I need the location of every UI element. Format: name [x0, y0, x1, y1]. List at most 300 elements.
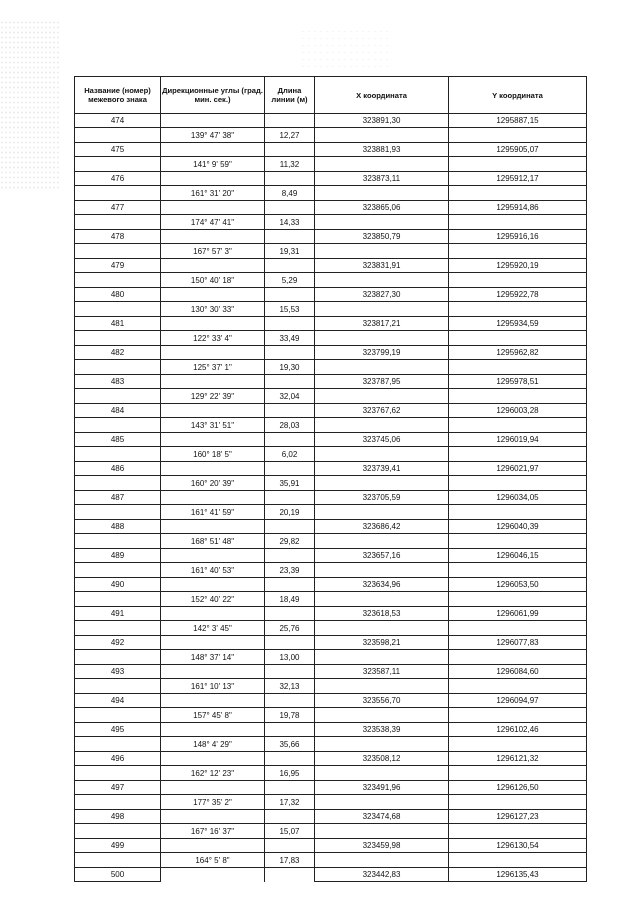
y-coordinate-cell: 1295934,59 — [449, 317, 587, 331]
line-length-cell: 19,30 — [265, 360, 315, 375]
angle-empty-cell — [161, 375, 265, 389]
table-row — [75, 157, 587, 172]
x-empty-cell — [315, 534, 449, 549]
point-name-cell: 475 — [75, 143, 161, 157]
y-coordinate-cell: 1295905,07 — [449, 143, 587, 157]
x-empty-cell — [315, 824, 449, 839]
x-empty-cell — [315, 128, 449, 143]
name-empty-cell — [75, 534, 161, 549]
line-length-cell: 20,19 — [265, 505, 315, 520]
table-row — [75, 723, 587, 737]
length-empty-cell — [265, 549, 315, 563]
line-length-cell: 32,13 — [265, 679, 315, 694]
x-empty-cell — [315, 795, 449, 810]
y-coordinate-cell: 1296034,05 — [449, 491, 587, 505]
y-coordinate-cell: 1296094,97 — [449, 694, 587, 708]
line-length-cell: 29,82 — [265, 534, 315, 549]
length-empty-cell — [265, 694, 315, 708]
point-name-cell: 488 — [75, 520, 161, 534]
length-empty-cell — [265, 810, 315, 824]
table-row — [75, 766, 587, 781]
line-length-cell: 17,83 — [265, 853, 315, 868]
angle-empty-cell — [161, 143, 265, 157]
angle-empty-cell — [161, 868, 265, 882]
name-empty-cell — [75, 708, 161, 723]
y-coordinate-cell: 1296102,46 — [449, 723, 587, 737]
table-row — [75, 853, 587, 868]
direction-angle-cell: 162° 12' 23" — [161, 766, 265, 781]
name-empty-cell — [75, 563, 161, 578]
x-coordinate-cell: 323474,68 — [315, 810, 449, 824]
name-empty-cell — [75, 418, 161, 433]
x-empty-cell — [315, 157, 449, 172]
angle-empty-cell — [161, 259, 265, 273]
y-empty-cell — [449, 186, 587, 201]
table-row — [75, 230, 587, 244]
direction-angle-cell: 177° 35' 2" — [161, 795, 265, 810]
y-coordinate-cell: 1295962,82 — [449, 346, 587, 360]
point-name-cell: 487 — [75, 491, 161, 505]
direction-angle-cell: 157° 45' 8" — [161, 708, 265, 723]
angle-empty-cell — [161, 781, 265, 795]
x-empty-cell — [315, 592, 449, 607]
x-coordinate-cell: 323745,06 — [315, 433, 449, 447]
table-row — [75, 621, 587, 636]
y-empty-cell — [449, 592, 587, 607]
direction-angle-cell: 160° 18' 5" — [161, 447, 265, 462]
x-empty-cell — [315, 505, 449, 520]
x-coordinate-cell: 323831,91 — [315, 259, 449, 273]
point-name-cell: 490 — [75, 578, 161, 592]
table-row — [75, 331, 587, 346]
point-name-cell: 495 — [75, 723, 161, 737]
point-name-cell: 482 — [75, 346, 161, 360]
line-length-cell: 23,39 — [265, 563, 315, 578]
line-length-cell: 35,66 — [265, 737, 315, 752]
length-empty-cell — [265, 868, 315, 882]
table-row — [75, 592, 587, 607]
direction-angle-cell: 164° 5' 8" — [161, 853, 265, 868]
x-empty-cell — [315, 766, 449, 781]
table-body — [75, 114, 587, 882]
direction-angle-cell: 152° 40' 22" — [161, 592, 265, 607]
y-coordinate-cell: 1296021,97 — [449, 462, 587, 476]
header-y-coordinate: Y координата — [449, 77, 587, 114]
name-empty-cell — [75, 679, 161, 694]
length-empty-cell — [265, 607, 315, 621]
x-empty-cell — [315, 563, 449, 578]
table-row — [75, 708, 587, 723]
length-empty-cell — [265, 259, 315, 273]
angle-empty-cell — [161, 665, 265, 679]
y-coordinate-cell: 1295914,86 — [449, 201, 587, 215]
boundary-coordinates-table — [74, 76, 587, 882]
name-empty-cell — [75, 389, 161, 404]
point-name-cell: 484 — [75, 404, 161, 418]
y-empty-cell — [449, 302, 587, 317]
y-coordinate-cell: 1295920,19 — [449, 259, 587, 273]
table-row — [75, 839, 587, 853]
x-coordinate-cell: 323491,96 — [315, 781, 449, 795]
direction-angle-cell: 130° 30' 33" — [161, 302, 265, 317]
x-empty-cell — [315, 708, 449, 723]
angle-empty-cell — [161, 462, 265, 476]
table-row — [75, 810, 587, 824]
length-empty-cell — [265, 288, 315, 302]
length-empty-cell — [265, 462, 315, 476]
length-empty-cell — [265, 520, 315, 534]
y-empty-cell — [449, 447, 587, 462]
angle-empty-cell — [161, 404, 265, 418]
x-coordinate-cell: 323459,98 — [315, 839, 449, 853]
y-coordinate-cell: 1296077,83 — [449, 636, 587, 650]
direction-angle-cell: 125° 37' 1" — [161, 360, 265, 375]
direction-angle-cell: 122° 33' 4" — [161, 331, 265, 346]
point-name-cell: 500 — [75, 868, 161, 882]
x-empty-cell — [315, 360, 449, 375]
angle-empty-cell — [161, 578, 265, 592]
coordinates-table-sheet — [74, 76, 586, 879]
table-row — [75, 302, 587, 317]
direction-angle-cell: 139° 47' 38" — [161, 128, 265, 143]
angle-empty-cell — [161, 172, 265, 186]
angle-empty-cell — [161, 433, 265, 447]
angle-empty-cell — [161, 230, 265, 244]
length-empty-cell — [265, 375, 315, 389]
direction-angle-cell: 143° 31' 51" — [161, 418, 265, 433]
direction-angle-cell: 161° 10' 13" — [161, 679, 265, 694]
table-row — [75, 650, 587, 665]
y-empty-cell — [449, 505, 587, 520]
length-empty-cell — [265, 172, 315, 186]
point-name-cell: 497 — [75, 781, 161, 795]
line-length-cell: 25,76 — [265, 621, 315, 636]
angle-empty-cell — [161, 114, 265, 128]
y-coordinate-cell: 1295978,51 — [449, 375, 587, 389]
length-empty-cell — [265, 578, 315, 592]
table-row — [75, 259, 587, 273]
line-length-cell: 15,53 — [265, 302, 315, 317]
table-row — [75, 375, 587, 389]
angle-empty-cell — [161, 317, 265, 331]
length-empty-cell — [265, 665, 315, 679]
length-empty-cell — [265, 433, 315, 447]
table-row — [75, 520, 587, 534]
y-coordinate-cell: 1295916,16 — [449, 230, 587, 244]
y-empty-cell — [449, 737, 587, 752]
table-row — [75, 491, 587, 505]
y-empty-cell — [449, 215, 587, 230]
x-coordinate-cell: 323442,83 — [315, 868, 449, 882]
direction-angle-cell: 129° 22' 39" — [161, 389, 265, 404]
table-row — [75, 215, 587, 230]
name-empty-cell — [75, 360, 161, 375]
name-empty-cell — [75, 824, 161, 839]
line-length-cell: 15,07 — [265, 824, 315, 839]
direction-angle-cell: 160° 20' 39" — [161, 476, 265, 491]
x-coordinate-cell: 323865,06 — [315, 201, 449, 215]
point-name-cell: 478 — [75, 230, 161, 244]
length-empty-cell — [265, 752, 315, 766]
x-coordinate-cell: 323598,21 — [315, 636, 449, 650]
angle-empty-cell — [161, 288, 265, 302]
name-empty-cell — [75, 186, 161, 201]
name-empty-cell — [75, 244, 161, 259]
point-name-cell: 498 — [75, 810, 161, 824]
table-row — [75, 476, 587, 491]
length-empty-cell — [265, 317, 315, 331]
name-empty-cell — [75, 853, 161, 868]
y-coordinate-cell: 1296084,60 — [449, 665, 587, 679]
name-empty-cell — [75, 476, 161, 491]
table-row — [75, 418, 587, 433]
point-name-cell: 483 — [75, 375, 161, 389]
table-row — [75, 534, 587, 549]
length-empty-cell — [265, 491, 315, 505]
direction-angle-cell: 150° 40' 18" — [161, 273, 265, 288]
x-coordinate-cell: 323634,96 — [315, 578, 449, 592]
direction-angle-cell: 174° 47' 41" — [161, 215, 265, 230]
length-empty-cell — [265, 781, 315, 795]
line-length-cell: 28,03 — [265, 418, 315, 433]
point-name-cell: 496 — [75, 752, 161, 766]
x-coordinate-cell: 323739,41 — [315, 462, 449, 476]
x-empty-cell — [315, 215, 449, 230]
line-length-cell: 32,04 — [265, 389, 315, 404]
length-empty-cell — [265, 346, 315, 360]
header-x-coordinate: X координата — [315, 77, 449, 114]
name-empty-cell — [75, 128, 161, 143]
y-coordinate-cell: 1296126,50 — [449, 781, 587, 795]
y-empty-cell — [449, 766, 587, 781]
name-empty-cell — [75, 157, 161, 172]
y-coordinate-cell: 1296130,54 — [449, 839, 587, 853]
x-empty-cell — [315, 853, 449, 868]
y-empty-cell — [449, 621, 587, 636]
y-empty-cell — [449, 679, 587, 694]
name-empty-cell — [75, 505, 161, 520]
table-row — [75, 563, 587, 578]
table-row — [75, 186, 587, 201]
point-name-cell: 474 — [75, 114, 161, 128]
point-name-cell: 499 — [75, 839, 161, 853]
table-row — [75, 346, 587, 360]
length-empty-cell — [265, 230, 315, 244]
x-coordinate-cell: 323556,70 — [315, 694, 449, 708]
x-empty-cell — [315, 418, 449, 433]
line-length-cell: 8,49 — [265, 186, 315, 201]
y-coordinate-cell: 1296135,43 — [449, 868, 587, 882]
angle-empty-cell — [161, 694, 265, 708]
point-name-cell: 489 — [75, 549, 161, 563]
y-empty-cell — [449, 650, 587, 665]
x-empty-cell — [315, 244, 449, 259]
y-empty-cell — [449, 708, 587, 723]
x-empty-cell — [315, 679, 449, 694]
table-row — [75, 288, 587, 302]
name-empty-cell — [75, 331, 161, 346]
angle-empty-cell — [161, 520, 265, 534]
x-empty-cell — [315, 389, 449, 404]
y-empty-cell — [449, 853, 587, 868]
table-row — [75, 462, 587, 476]
direction-angle-cell: 168° 51' 48" — [161, 534, 265, 549]
table-row — [75, 824, 587, 839]
scan-noise — [300, 28, 390, 68]
x-coordinate-cell: 323657,16 — [315, 549, 449, 563]
y-empty-cell — [449, 418, 587, 433]
table-row — [75, 172, 587, 186]
table-row — [75, 607, 587, 621]
line-length-cell: 12,27 — [265, 128, 315, 143]
direction-angle-cell: 161° 40' 53" — [161, 563, 265, 578]
direction-angle-cell: 142° 3' 45" — [161, 621, 265, 636]
angle-empty-cell — [161, 810, 265, 824]
y-empty-cell — [449, 360, 587, 375]
length-empty-cell — [265, 143, 315, 157]
name-empty-cell — [75, 447, 161, 462]
angle-empty-cell — [161, 839, 265, 853]
name-empty-cell — [75, 621, 161, 636]
y-empty-cell — [449, 563, 587, 578]
x-empty-cell — [315, 737, 449, 752]
name-empty-cell — [75, 766, 161, 781]
x-coordinate-cell: 323508,12 — [315, 752, 449, 766]
angle-empty-cell — [161, 491, 265, 505]
x-empty-cell — [315, 650, 449, 665]
table-row — [75, 143, 587, 157]
point-name-cell: 492 — [75, 636, 161, 650]
point-name-cell: 480 — [75, 288, 161, 302]
y-coordinate-cell: 1296121,32 — [449, 752, 587, 766]
name-empty-cell — [75, 215, 161, 230]
x-empty-cell — [315, 273, 449, 288]
line-length-cell: 17,32 — [265, 795, 315, 810]
length-empty-cell — [265, 201, 315, 215]
direction-angle-cell: 161° 41' 59" — [161, 505, 265, 520]
x-empty-cell — [315, 447, 449, 462]
line-length-cell: 19,78 — [265, 708, 315, 723]
name-empty-cell — [75, 737, 161, 752]
y-coordinate-cell: 1295887,15 — [449, 114, 587, 128]
length-empty-cell — [265, 723, 315, 737]
y-coordinate-cell: 1296040,39 — [449, 520, 587, 534]
x-empty-cell — [315, 476, 449, 491]
name-empty-cell — [75, 795, 161, 810]
angle-empty-cell — [161, 752, 265, 766]
table-row — [75, 273, 587, 288]
table-row — [75, 433, 587, 447]
length-empty-cell — [265, 404, 315, 418]
name-empty-cell — [75, 273, 161, 288]
line-length-cell: 16,95 — [265, 766, 315, 781]
line-length-cell: 33,49 — [265, 331, 315, 346]
x-empty-cell — [315, 621, 449, 636]
line-length-cell: 18,49 — [265, 592, 315, 607]
y-empty-cell — [449, 157, 587, 172]
point-name-cell: 476 — [75, 172, 161, 186]
y-empty-cell — [449, 534, 587, 549]
table-row — [75, 389, 587, 404]
point-name-cell: 491 — [75, 607, 161, 621]
direction-angle-cell: 167° 16' 37" — [161, 824, 265, 839]
y-coordinate-cell: 1296003,28 — [449, 404, 587, 418]
y-empty-cell — [449, 273, 587, 288]
table-row — [75, 128, 587, 143]
x-coordinate-cell: 323799,19 — [315, 346, 449, 360]
table-row — [75, 868, 587, 882]
y-coordinate-cell: 1296061,99 — [449, 607, 587, 621]
header-direction-angles: Дирекционные углы (град. мин. сек.) — [161, 77, 265, 114]
line-length-cell: 13,00 — [265, 650, 315, 665]
table-row — [75, 665, 587, 679]
table-row — [75, 694, 587, 708]
table-row — [75, 201, 587, 215]
table-row — [75, 578, 587, 592]
table-row — [75, 795, 587, 810]
angle-empty-cell — [161, 636, 265, 650]
name-empty-cell — [75, 650, 161, 665]
x-coordinate-cell: 323873,11 — [315, 172, 449, 186]
direction-angle-cell: 148° 4' 29" — [161, 737, 265, 752]
direction-angle-cell: 161° 31' 20" — [161, 186, 265, 201]
angle-empty-cell — [161, 607, 265, 621]
y-coordinate-cell: 1296046,15 — [449, 549, 587, 563]
y-coordinate-cell: 1296053,50 — [449, 578, 587, 592]
y-coordinate-cell: 1296127,23 — [449, 810, 587, 824]
name-empty-cell — [75, 592, 161, 607]
x-coordinate-cell: 323787,95 — [315, 375, 449, 389]
table-row — [75, 781, 587, 795]
line-length-cell: 5,29 — [265, 273, 315, 288]
line-length-cell: 35,91 — [265, 476, 315, 491]
x-coordinate-cell: 323817,21 — [315, 317, 449, 331]
x-empty-cell — [315, 302, 449, 317]
point-name-cell: 485 — [75, 433, 161, 447]
line-length-cell: 6,02 — [265, 447, 315, 462]
y-empty-cell — [449, 331, 587, 346]
x-coordinate-cell: 323587,11 — [315, 665, 449, 679]
angle-empty-cell — [161, 346, 265, 360]
direction-angle-cell: 141° 9' 59" — [161, 157, 265, 172]
scan-noise — [0, 20, 60, 190]
length-empty-cell — [265, 114, 315, 128]
point-name-cell: 493 — [75, 665, 161, 679]
y-coordinate-cell: 1295912,17 — [449, 172, 587, 186]
line-length-cell: 11,32 — [265, 157, 315, 172]
point-name-cell: 481 — [75, 317, 161, 331]
line-length-cell: 19,31 — [265, 244, 315, 259]
length-empty-cell — [265, 636, 315, 650]
point-name-cell: 486 — [75, 462, 161, 476]
x-coordinate-cell: 323618,53 — [315, 607, 449, 621]
table-row — [75, 549, 587, 563]
x-empty-cell — [315, 331, 449, 346]
x-coordinate-cell: 323767,62 — [315, 404, 449, 418]
header-row — [75, 77, 587, 114]
point-name-cell: 494 — [75, 694, 161, 708]
table-row — [75, 752, 587, 766]
x-coordinate-cell: 323850,79 — [315, 230, 449, 244]
x-coordinate-cell: 323686,42 — [315, 520, 449, 534]
name-empty-cell — [75, 302, 161, 317]
y-empty-cell — [449, 824, 587, 839]
y-empty-cell — [449, 795, 587, 810]
x-coordinate-cell: 323705,59 — [315, 491, 449, 505]
length-empty-cell — [265, 839, 315, 853]
x-coordinate-cell: 323827,30 — [315, 288, 449, 302]
y-empty-cell — [449, 244, 587, 259]
